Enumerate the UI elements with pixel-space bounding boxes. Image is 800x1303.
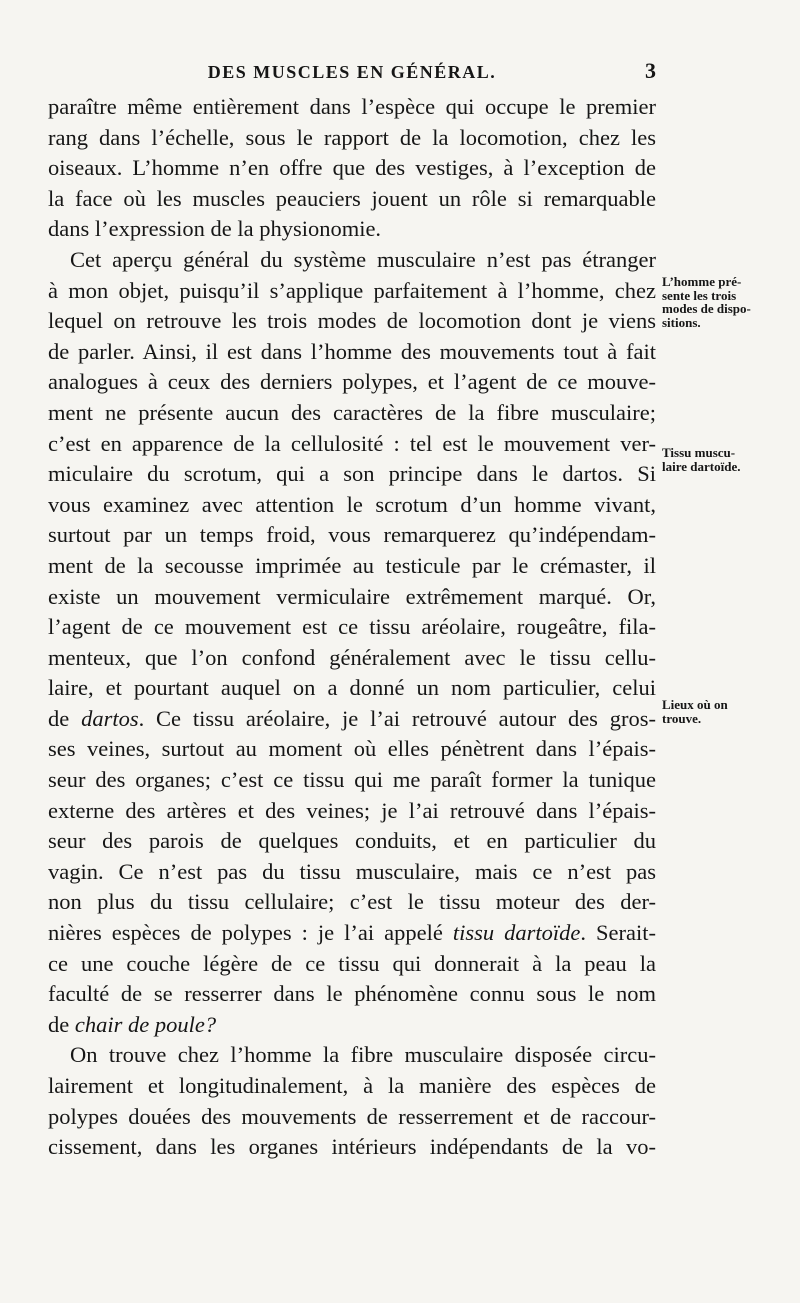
text-line: analogues à ceux des derniers polypes, et l’agent de ce mouve-: [48, 369, 656, 395]
text-line: laire, et pourtant auquel on a donné un nom particulier, celui: [48, 675, 656, 701]
text-line: lequel on retrouve les trois modes de locomotion dont je viens: [48, 308, 656, 334]
text-line: de parler. Ainsi, il est dans l’homme des mouvements tout à fait: [48, 338, 656, 364]
text-line: surtout par un temps froid, vous remarquerez qu’indépendam-: [48, 522, 656, 548]
running-title: DES MUSCLES EN GÉNÉRAL.: [207, 62, 497, 82]
text-line: ment de la secousse imprimée au testicule par le crémaster, il: [48, 552, 656, 578]
margin-note-line: sente les trois: [662, 287, 737, 303]
text-line: c’est en apparence de la cellulosité : tel est le mouvement ver-: [48, 430, 656, 456]
margin-note-line: sitions.: [662, 314, 701, 330]
text-line: oiseaux. L’homme n’en offre que des vestiges, à l’exception de: [48, 155, 656, 181]
text-line: lairement et longitudinalement, à la manière des espèces de: [48, 1073, 656, 1098]
text-line: externe des artères et des veines; je l’ai retrouvé dans l’épais-: [48, 797, 656, 823]
margin-note-line: laire dartoïde.: [662, 458, 741, 474]
text-line: rang dans l’échelle, sous le rapport de la locomotion, chez les: [48, 124, 656, 150]
margin-note-line: trouve.: [662, 710, 702, 726]
page-header: [48, 58, 656, 88]
text-line: ce une couche légère de ce tissu qui donnerait à la peau la: [48, 950, 656, 976]
text-line: l’agent de ce mouvement est ce tissu aréolaire, rougeâtre, fila-: [48, 614, 656, 640]
text-line: à mon objet, puisqu’il s’applique parfaitement à l’homme, chez: [48, 277, 656, 303]
paragraph-start-line: On trouve chez l’homme la fibre musculaire disposée circu-: [70, 1042, 656, 1068]
text-line: ment ne présente aucun des caractères de la fibre musculaire;: [48, 399, 656, 425]
text-line: non plus du tissu cellulaire; c’est le tissu moteur des der-: [48, 889, 656, 915]
text-line: vous examinez avec attention le scrotum d’un homme vivant,: [48, 491, 656, 517]
text-line: dans l’expression de la physionomie.: [48, 216, 382, 242]
text-line: vagin. Ce n’est pas du tissu musculaire, mais ce n’est pas: [48, 858, 656, 884]
margin-note-dartoid-tissue: [662, 446, 772, 473]
text-line: paraître même entièrement dans l’espèce qui occupe le premier: [48, 94, 656, 119]
text-line: nières espèces de polypes : je l’ai appelé tissu dartoïde. Serait-: [48, 920, 656, 946]
margin-note-line: Tissu muscu-: [662, 445, 736, 460]
text-line: menteux, que l’on confond généralement avec le tissu cellu-: [48, 644, 656, 670]
margin-note-line: L’homme pré-: [662, 274, 742, 289]
margin-note-line: Lieux où on: [662, 697, 728, 712]
text-line: la face où les muscles peauciers jouent un rôle si remarquable: [48, 185, 656, 211]
text-line: seur des organes; c’est ce tissu qui me paraît former la tunique: [48, 767, 656, 793]
text-line: faculté de se resserrer dans le phénomène connu sous le nom: [48, 981, 656, 1007]
margin-note-three-modes: [662, 275, 772, 329]
text-line: seur des parois de quelques conduits, et en particulier du: [48, 828, 656, 854]
text-line: polypes douées des mouvements de resserrement et de raccour-: [48, 1103, 656, 1129]
paragraph-start-line: Cet aperçu général du système musculaire n’est pas étranger: [70, 246, 656, 272]
body-text: [48, 92, 656, 1163]
text-line: de chair de poule?: [48, 1011, 217, 1037]
margin-note-line: modes de dispo-: [662, 301, 751, 316]
text-line: existe un mouvement vermiculaire extrêmement marqué. Or,: [48, 583, 656, 609]
page-number: 3: [645, 58, 656, 83]
text-line: cissement, dans les organes intérieurs indépendants de la vo-: [48, 1134, 656, 1160]
text-line: ses veines, surtout au moment où elles pénètrent dans l’épais-: [48, 736, 656, 762]
text-line: de dartos. Ce tissu aréolaire, je l’ai retrouvé autour des gros-: [48, 705, 656, 731]
margin-note-locations: [662, 698, 772, 725]
text-line: miculaire du scrotum, qui a son principe dans le dartos. Si: [48, 461, 656, 487]
